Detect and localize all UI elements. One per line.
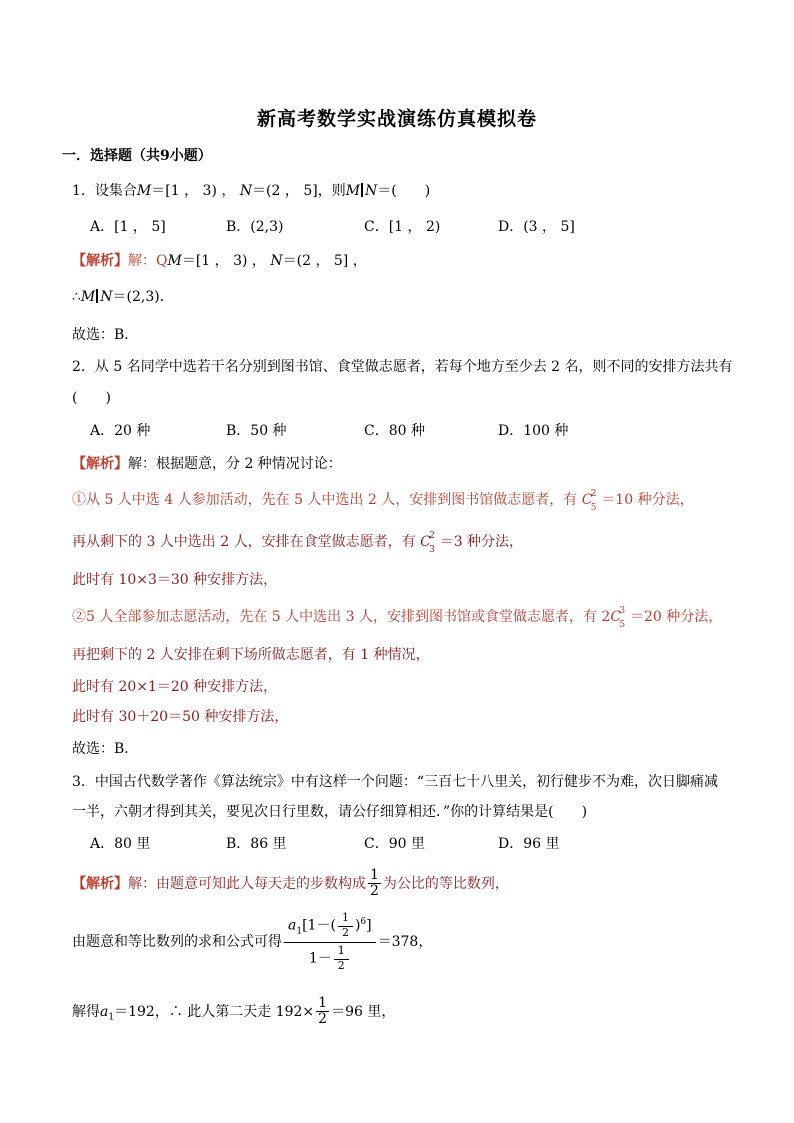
q3-stem-line1: 3．中国古代数学著作《算法统宗》中有这样一个问题：“三百七十八里关，初行健步不为难，次日脚痛减: [72, 774, 719, 790]
q3-option-b: B．86 里: [226, 836, 287, 852]
q2-case2-line2: 再把剩下的 2 人安排在剩下场所做志愿者，有 1 种情况，: [72, 647, 430, 663]
q1-solution-line1: 【解析】解：QM＝[1 ， 3) ， N＝(2 ， 5] ，: [72, 253, 367, 269]
q3-stem-line2: 一半，六朝才得到其关，要见次日行里数，请公仔细算相还．”你的计算结果是( ): [72, 804, 588, 820]
q2-stem-line2: ( ): [72, 390, 111, 406]
q1-solution-line2: ∴M N＝(2,3)．: [72, 289, 174, 305]
q2-case1-line1: ①从 5 人中选 4 人参加活动，先在 5 人中选出 2 人，安排到图书馆做志愿者，有 C 2 5 ＝10 种分法，: [72, 489, 694, 513]
q2-case2-line3: 此时有 20×1＝20 种安排方法，: [72, 679, 278, 695]
q2-case1-line3: 此时有 10×3＝30 种安排方法，: [72, 572, 278, 588]
q2-solution-intro: 【解析】解：根据题意，分 2 种情况讨论：: [72, 456, 342, 472]
q1-option-c: C．[1 ， 2): [364, 219, 441, 235]
page-title: 新高考数学实战演练仿真模拟卷: [256, 108, 537, 130]
q3-option-a: A．80 里: [90, 836, 151, 852]
section-heading: 一．选择题（共9小题）: [62, 148, 212, 164]
q2-case1-line2: 再从剩下的 3 人中选出 2 人，安排在食堂做志愿者，有 C 2 3 ＝3 种分法，: [72, 531, 524, 555]
combination-c32: C 2 3: [420, 531, 435, 555]
q2-answer: 故选：B．: [72, 741, 139, 757]
q2-option-b: B．50 种: [226, 423, 287, 439]
q1-stem: 1．设集合M＝[1 ， 3) ， N＝(2 ， 5]，则M N＝( ): [72, 183, 431, 199]
q3-solution-line3: 解得$a_1=192$，∴ 此人第二天走 192× $\frac{1}{2}$ ＝96 里，: [72, 995, 396, 1028]
q1-option-d: D．(3 ， 5]: [498, 219, 575, 235]
q2-option-d: D．100 种: [498, 423, 569, 439]
q2-option-a: A．20 种: [90, 423, 151, 439]
q2-stem-line1: 2．从 5 名同学中选若干名分别到图书馆、食堂做志愿者，若每个地方至少去 2 名，则不同的安排方法共有: [72, 359, 733, 375]
q3-solution-line1: 【解析】解：由题意可知此人每天走的步数构成 $\frac{1}{2}$ 为公比的等比数列，: [72, 867, 509, 900]
intersection-symbol: [361, 183, 363, 197]
q1-option-a: A．[1 ， 5]: [90, 219, 166, 235]
combination-c53: C 3 5: [610, 606, 626, 630]
q2-case2-line1: ②5 人全部参加志愿活动，先在 5 人中选出 3 人，安排到图书馆或食堂做志愿者，有 2C 3 5 ＝20 种分法，: [72, 606, 723, 630]
q2-case2-line4: 此时有 30＋20＝50 种安排方法，: [72, 709, 289, 725]
combination-c52: C 2 5: [581, 489, 597, 513]
fraction-one-half: $\frac{1}{2}$: [370, 867, 379, 900]
q3-option-c: C．90 里: [364, 836, 425, 852]
q2-option-c: C．80 种: [364, 423, 425, 439]
geometric-sum-formula: $a_1[1-$( $\frac{1}{2}$ )$^6$] 1－ $\frac{1}{2}$: [284, 912, 376, 972]
q3-solution-line2: 由题意和等比数列的求和公式可得 $a_1[1-$( $\frac{1}{2}$ )$^6$] 1－ $\frac{1}{2}$ ＝378，: [72, 911, 433, 972]
q1-option-b: B．(2,3): [226, 219, 284, 235]
q3-option-d: D．96 里: [498, 836, 560, 852]
q1-answer: 故选：B．: [72, 327, 139, 343]
